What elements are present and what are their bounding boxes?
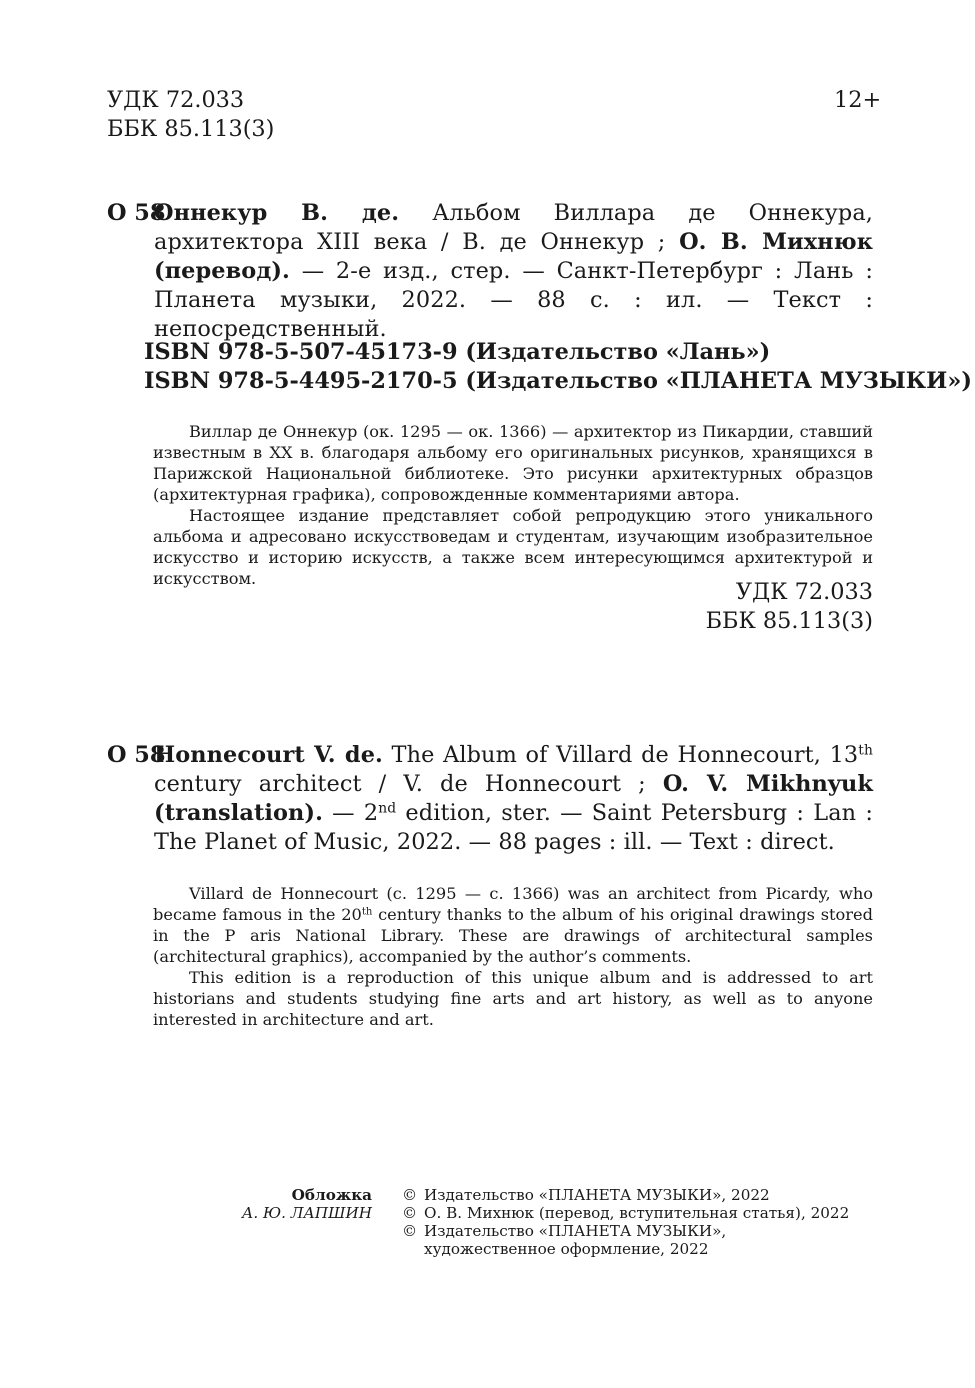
ru-entry-text: [154, 199, 873, 344]
bbk-code: ББК 85.113(3): [705, 608, 873, 634]
ru-author: Оннекур В. де.: [154, 200, 400, 226]
cover-role: Обложка: [291, 1186, 372, 1204]
en-entry-text: [154, 741, 873, 857]
ru-annotation-paragraph: Виллар де Оннекур (ок. 1295 — ок. 1366) — архитектор из Пикардии, ставший известным в XX в. благодаря альбому его оригинальных рисунков, хранящихся в Парижской Национальной библиотеке. Это рисунки архитектурных образцов (архитектурная графика), сопровожденные комментариями автора.: [153, 422, 873, 504]
en-bibliographic-entry: [107, 741, 873, 857]
author-sign: О 58: [107, 200, 166, 226]
en-edition-info: edition, ster. — Saint Petersburg : Lan : The Planet of Music, 2022. — 88 pages : ill. — Text : direct.: [154, 800, 873, 855]
en-edition-sup: nd: [378, 800, 397, 817]
udk-code: УДК 72.033: [107, 87, 245, 113]
ru-annotation-paragraph: Настоящее издание представляет собой репродукцию этого уникального альбома и адресовано искусствоведам и студентам, изучающим изобразительное искусство и историю искусств, а также всем интересующимся архитектурой и искусством.: [153, 506, 873, 588]
copyright-text: О. В. Михнюк (перевод, вступительная статья), 2022: [424, 1204, 850, 1222]
copyright-icon: ©: [402, 1222, 418, 1240]
copyright-text: художественное оформление, 2022: [424, 1240, 709, 1258]
udk-code: УДК 72.033: [735, 579, 873, 605]
en-title-sup: th: [858, 742, 873, 759]
classification-block-repeat: [560, 578, 873, 636]
author-sign: О 58: [107, 742, 166, 768]
copyright-text: Издательство «ПЛАНЕТА МУЗЫКИ»,: [424, 1222, 727, 1240]
bbk-code: ББК 85.113(3): [107, 116, 275, 142]
ru-title: Альбом Виллара де Оннекура, архитектора XIII века / В. де Оннекур ;: [154, 200, 873, 255]
copyright-icon: ©: [402, 1186, 418, 1204]
en-author: Honnecourt V. de.: [154, 742, 383, 768]
cover-designer: А. Ю. ЛАПШИН: [241, 1204, 372, 1222]
cover-credit: [200, 1186, 372, 1222]
copyright-line: [402, 1186, 849, 1204]
en-annot-p1-a: Villard de Honnecourt (c. 1295 — c. 1366) was an architect from Picardy, who became famous in the 20: [153, 884, 873, 924]
en-title-b: century architect / V. de Honnecourt ;: [154, 771, 663, 797]
isbn-block: [144, 338, 972, 396]
isbn-planet: ISBN 978-5-4495-2170-5 (Издательство «ПЛАНЕТА МУЗЫКИ»): [144, 368, 972, 394]
copyright-line: [402, 1204, 849, 1222]
copyright-line: [402, 1222, 849, 1240]
copyright-icon: ©: [402, 1204, 418, 1222]
classification-block: [107, 86, 274, 144]
en-annot-p1-sup: th: [361, 906, 373, 918]
ru-edition-info: — 2-е изд., стер. — Санкт-Петербург : Лань : Планета музыки, 2022. — 88 с. : ил. — Текст : непосредственный.: [154, 258, 873, 342]
en-edition-number: 2: [363, 800, 379, 826]
copyright-text: Издательство «ПЛАНЕТА МУЗЫКИ», 2022: [424, 1186, 770, 1204]
ru-annotation: [153, 421, 873, 589]
en-annotation-paragraph: [153, 883, 873, 967]
en-translator: O. V. Mikhnyuk (translation).: [154, 771, 873, 826]
ru-bibliographic-entry: [107, 199, 873, 344]
age-rating: 12+: [834, 87, 882, 113]
en-dash: —: [323, 800, 364, 826]
en-annotation-paragraph: This edition is a reproduction of this unique album and is addressed to art historians and students studying fine arts and art history, as well as to anyone interested in architecture and art.: [153, 968, 873, 1029]
en-title-a: The Album of Villard de Honnecourt, 13: [382, 742, 859, 768]
en-annotation: [153, 883, 873, 1030]
ru-translator: О. В. Михнюк (перевод).: [154, 229, 873, 284]
copyright-block: [402, 1186, 849, 1258]
en-annot-p1-b: century thanks to the album of his original drawings stored in the P aris National Library. These are drawings of architectural samples (architectural graphics), accompanied by the author’s comments.: [153, 905, 873, 966]
isbn-lan: ISBN 978-5-507-45173-9 (Издательство «Лань»): [144, 339, 771, 365]
copyright-line-continuation: [402, 1240, 849, 1258]
